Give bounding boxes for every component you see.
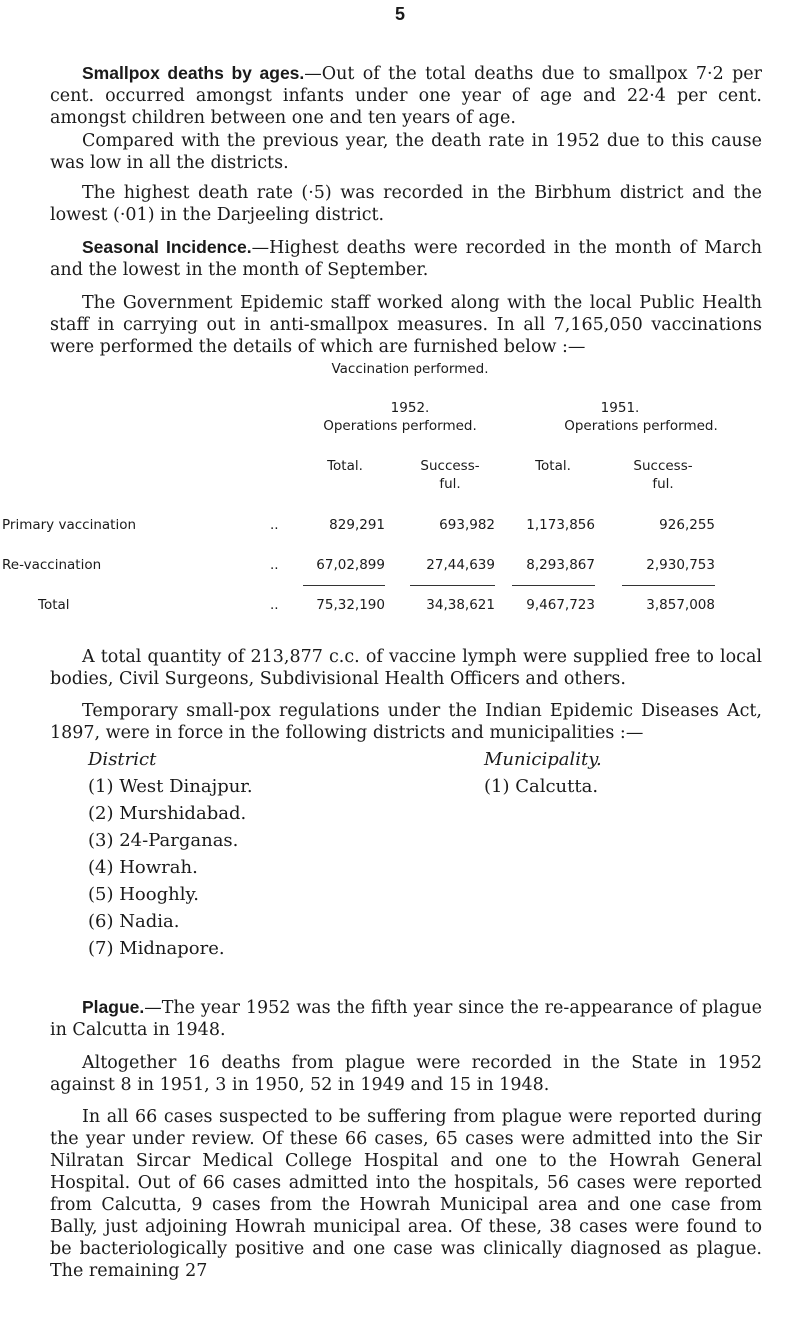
list-item: (3) 24-Parganas. (88, 830, 239, 851)
row-dots: .. (270, 597, 279, 613)
page-number: 5 (394, 4, 405, 24)
heading-seasonal-incidence: Seasonal Incidence. (82, 237, 252, 257)
table-year-1952: 1952. (390, 400, 430, 416)
paragraph-plague-deaths: Altogether 16 deaths from plague were recorded in the State in 1952 against 8 in 1951, 3 in 1950, 52 in 1949 and 15 in 1948. (50, 1053, 762, 1095)
list-item: (1) Calcutta. (484, 776, 599, 797)
table-year-1951: 1951. (600, 400, 640, 416)
table-caption: Vaccination performed. (331, 361, 489, 377)
table-ops-1951: Operations performed. (564, 418, 718, 434)
heading-smallpox-deaths: Smallpox deaths by ages. (82, 63, 305, 83)
row-label: Total (38, 597, 70, 613)
paragraph-text: —Out of the total deaths due to smallpox 7·2 per cent. occurred amongst infants under one year of age and 22·4 per cent. amongst children between one and ten years of age. (50, 64, 762, 128)
paragraph-vaccinations: The Government Epidemic staff worked along with the local Public Health staff in carrying out in anti-smallpox measures. In all 7,165,050 vaccinations were performed the details of which are furnished below :— (50, 293, 762, 357)
table-ops-1952: Operations performed. (323, 418, 477, 434)
list-item: (7) Midnapore. (88, 938, 225, 959)
paragraph-vaccine-lymph: A total quantity of 213,877 c.c. of vaccine lymph were supplied free to local bodies, Civil Surgeons, Subdivisional Health Officers and others. (50, 647, 762, 689)
table-rule (303, 585, 385, 586)
col-success-1952: Success- (420, 458, 480, 474)
municipality-list (484, 773, 598, 800)
table-rule (622, 585, 715, 586)
cell-total-1951: 1,173,856 (526, 517, 595, 533)
paragraph-smallpox-deaths-by-ages (50, 62, 762, 129)
row-label: Re-vaccination (2, 557, 102, 573)
cell-success-1952: 34,38,621 (426, 597, 495, 613)
districts-heading: District (88, 749, 157, 770)
cell-success-1951: 926,255 (659, 517, 715, 533)
paragraph-text: —The year 1952 was the fifth year since the re-appearance of plague in Calcutta in 1948. (50, 998, 762, 1040)
cell-total-1951: 9,467,723 (526, 597, 595, 613)
col-success-1951-b: ful. (652, 476, 674, 492)
cell-success-1952: 693,982 (439, 517, 495, 533)
paragraph-plague-cases: In all 66 cases suspected to be suffering from plague were reported during the year under review. Of these 66 cases, 65 cases were admitted into the Sir Nilratan Sircar Medical College Hospital and one to the Howrah General Hospital. Out of 66 cases admitted into the hospitals, 56 cases were reported from Calcutta, 9 cases from the Howrah Municipal area and one case from Bally, just adjoining Howrah municipal area. Of these, 38 cases were found to be bacteriologically positive and one case was clinically diagnosed as plague. The remaining 27 (50, 1107, 762, 1281)
cell-success-1952: 27,44,639 (426, 557, 495, 573)
paragraph-seasonal-incidence (50, 236, 762, 281)
paragraph-plague (50, 996, 762, 1041)
cell-total-1951: 8,293,867 (526, 557, 595, 573)
row-dots: .. (270, 557, 279, 573)
paragraph-regulations: Temporary small-pox regulations under the Indian Epidemic Diseases Act, 1897, were in force in the following districts and municipalities :— (50, 701, 762, 743)
list-item: (5) Hooghly. (88, 884, 199, 905)
table-rule (410, 585, 495, 586)
paragraph-comparison: Compared with the previous year, the death rate in 1952 due to this cause was low in all the districts. (50, 131, 762, 173)
cell-success-1951: 3,857,008 (646, 597, 715, 613)
row-dots: .. (270, 517, 279, 533)
col-success-1952-b: ful. (439, 476, 461, 492)
col-total-1952: Total. (327, 458, 363, 474)
paragraph-death-rates: The highest death rate (·5) was recorded in the Birbhum district and the lowest (·01) in the Darjeeling district. (50, 183, 762, 225)
row-label: Primary vaccination (2, 517, 137, 533)
list-item: (2) Murshidabad. (88, 803, 247, 824)
list-item: (6) Nadia. (88, 911, 180, 932)
cell-total-1952: 67,02,899 (316, 557, 385, 573)
cell-total-1952: 75,32,190 (316, 597, 385, 613)
district-list (88, 773, 253, 962)
paragraph-text: —Highest deaths were recorded in the month of March and the lowest in the month of September. (50, 238, 763, 280)
list-item: (4) Howrah. (88, 857, 198, 878)
heading-plague: Plague. (82, 997, 145, 1017)
cell-total-1952: 829,291 (329, 517, 385, 533)
col-success-1951: Success- (633, 458, 693, 474)
cell-success-1951: 2,930,753 (646, 557, 715, 573)
list-item: (1) West Dinajpur. (88, 776, 253, 797)
col-total-1951: Total. (535, 458, 571, 474)
municipality-heading: Municipality. (484, 749, 602, 770)
table-rule (512, 585, 595, 586)
